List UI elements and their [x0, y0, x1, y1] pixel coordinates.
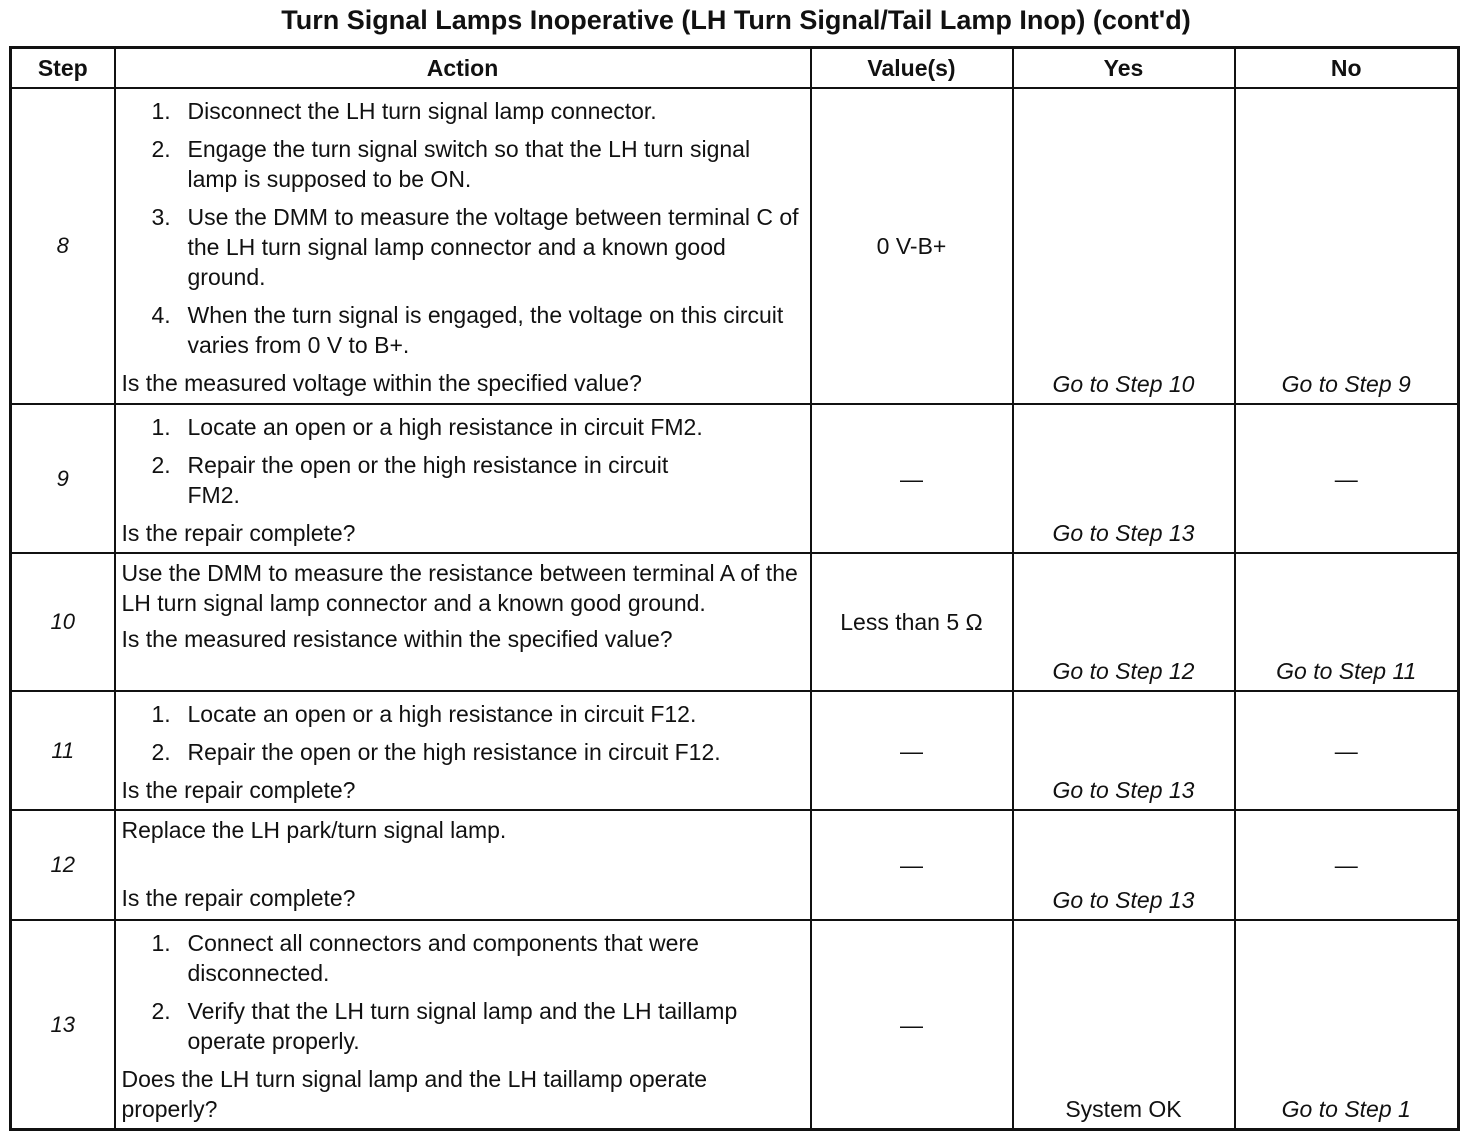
header-values: Value(s) [811, 48, 1013, 89]
action-question: Does the LH turn signal lamp and the LH taillamp operate properly? [121, 1066, 708, 1122]
action-cell [115, 810, 811, 920]
header-action: Action [115, 48, 811, 89]
action-question: Is the repair complete? [121, 885, 356, 911]
action-paragraph: Use the DMM to measure the resistance between terminal A of the LH turn signal lamp connector and a known good ground. [121, 560, 798, 616]
step-number: 11 [11, 691, 115, 810]
step-number: 8 [11, 88, 115, 404]
step-number: 10 [11, 553, 115, 691]
action-question: Is the measured voltage within the specified value? [121, 370, 642, 396]
header-yes: Yes [1013, 48, 1235, 89]
list-item: 1. Connect all connectors and components that were disconnected. [151, 930, 699, 986]
table-row-step-10 [11, 553, 1459, 691]
header-no: No [1235, 48, 1459, 89]
yes-cell: System OK [1013, 920, 1235, 1130]
no-cell: — [1235, 691, 1459, 810]
no-cell: — [1235, 404, 1459, 553]
action-cell [115, 691, 811, 810]
action-question: Is the measured resistance within the specified value? [121, 626, 673, 652]
table-row-step-9 [11, 404, 1459, 553]
list-item: 2. Repair the open or the high resistance in circuit F12. [151, 739, 721, 765]
page-title: Turn Signal Lamps Inoperative (LH Turn Signal/Tail Lamp Inop) (cont'd) [281, 5, 1191, 35]
action-cell [115, 553, 811, 691]
no-cell: Go to Step 11 [1235, 553, 1459, 691]
table-row-step-13 [11, 920, 1459, 1130]
no-cell: Go to Step 9 [1235, 88, 1459, 404]
yes-cell: Go to Step 13 [1013, 691, 1235, 810]
value-cell: — [811, 404, 1013, 553]
list-item: 2. Verify that the LH turn signal lamp and the LH taillamp operate properly. [151, 998, 738, 1054]
value-cell: — [811, 810, 1013, 920]
yes-cell: Go to Step 10 [1013, 88, 1235, 404]
action-cell [115, 88, 811, 404]
value-cell: 0 V-B+ [811, 88, 1013, 404]
value-cell: Less than 5 Ω [811, 553, 1013, 691]
action-cell [115, 920, 811, 1130]
list-item: 1. Locate an open or a high resistance in circuit F12. [151, 701, 697, 727]
list-item: 2. Engage the turn signal switch so that the LH turn signal lamp is supposed to be ON. [151, 136, 751, 192]
action-cell [115, 404, 811, 553]
step-number: 12 [11, 810, 115, 920]
no-cell: Go to Step 1 [1235, 920, 1459, 1130]
action-question: Is the repair complete? [121, 777, 356, 803]
table-row-step-11 [11, 691, 1459, 810]
list-item: 3. Use the DMM to measure the voltage between terminal C of the LH turn signal lamp connector and a known good ground. [151, 204, 799, 290]
table-row-step-12 [11, 810, 1459, 920]
list-item: 4. When the turn signal is engaged, the voltage on this circuit varies from 0 V to B+. [151, 302, 784, 358]
yes-cell: Go to Step 13 [1013, 404, 1235, 553]
yes-cell: Go to Step 13 [1013, 810, 1235, 920]
no-cell: — [1235, 810, 1459, 920]
value-cell: — [811, 920, 1013, 1130]
action-question: Is the repair complete? [121, 520, 356, 546]
list-item: 2. Repair the open or the high resistance in circuit FM2. [151, 452, 669, 508]
diagnostic-table [9, 46, 1460, 1131]
list-item: 1. Disconnect the LH turn signal lamp connector. [151, 98, 657, 124]
table-row-step-8 [11, 88, 1459, 404]
header-row [11, 48, 1459, 89]
header-step: Step [11, 48, 115, 89]
yes-cell: Go to Step 12 [1013, 553, 1235, 691]
step-number: 13 [11, 920, 115, 1130]
value-cell: — [811, 691, 1013, 810]
action-paragraph: Replace the LH park/turn signal lamp. [121, 817, 507, 843]
step-number: 9 [11, 404, 115, 553]
list-item: 1. Locate an open or a high resistance in circuit FM2. [151, 414, 703, 440]
